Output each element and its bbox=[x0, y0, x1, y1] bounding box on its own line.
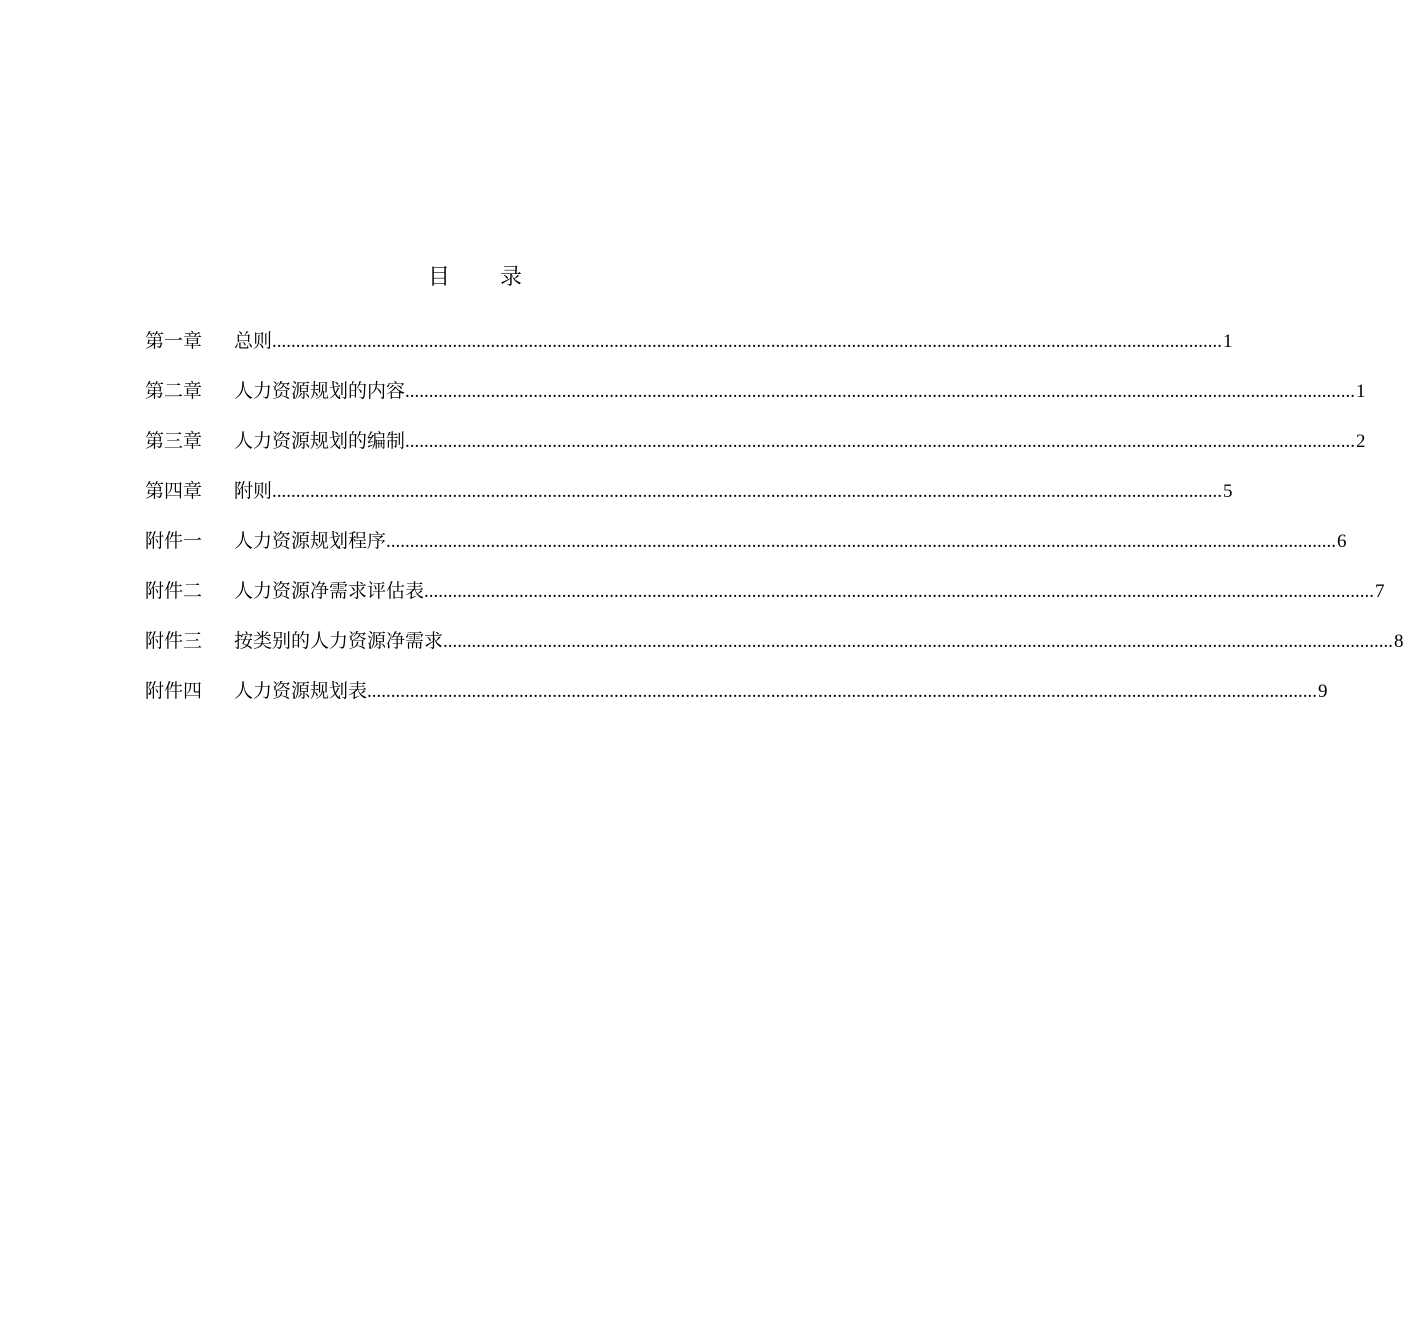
toc-entry-page: 8 bbox=[1394, 631, 1404, 652]
toc-entry-title: 按类别的人力资源净需求 bbox=[234, 630, 444, 652]
toc-entry-number: 第三章 bbox=[145, 430, 203, 452]
toc-entry-page: 1 bbox=[1356, 381, 1366, 402]
toc-entry-number: 附件三 bbox=[145, 630, 203, 652]
toc-entry-number: 附件四 bbox=[145, 680, 203, 702]
toc-entry-title: 附则 bbox=[234, 480, 273, 502]
title-char-1: 目 bbox=[427, 265, 450, 290]
toc-entry-title: 人力资源净需求评估表 bbox=[234, 580, 425, 602]
toc-leader-dots: ........................................................................................................................................................................................................ bbox=[424, 581, 1375, 602]
toc-entry[interactable] bbox=[145, 474, 1233, 524]
toc-entry-title: 人力资源规划表 bbox=[234, 680, 368, 702]
toc-entry-title: 人力资源规划的编制 bbox=[234, 430, 406, 452]
toc-leader-dots: ........................................................................................................................................................................................................ bbox=[405, 431, 1356, 452]
toc-leader-dots: ........................................................................................................................................................................................................ bbox=[367, 681, 1318, 702]
toc-entry-page: 5 bbox=[1223, 481, 1233, 502]
toc-entry[interactable] bbox=[145, 524, 1347, 574]
toc-leader-dots: ........................................................................................................................................................................................................ bbox=[405, 381, 1356, 402]
toc-entry[interactable] bbox=[145, 324, 1233, 374]
toc-entry-title: 总则 bbox=[234, 330, 273, 352]
toc-leader-dots: ........................................................................................................................................................................................................ bbox=[443, 631, 1394, 652]
toc-entry-number: 第四章 bbox=[145, 480, 203, 502]
toc-entry-number: 附件二 bbox=[145, 580, 203, 602]
toc-leader-dots: ........................................................................................................................................................................................................ bbox=[386, 531, 1337, 552]
toc-entry-page: 9 bbox=[1318, 681, 1328, 702]
toc-entry-page: 1 bbox=[1223, 331, 1233, 352]
toc-entry[interactable] bbox=[145, 374, 1366, 424]
toc-entry-number: 第二章 bbox=[145, 380, 203, 402]
page-title bbox=[0, 262, 950, 294]
title-char-2: 录 bbox=[500, 265, 523, 290]
toc-entry-title: 人力资源规划的内容 bbox=[234, 380, 406, 402]
toc-entry-title: 人力资源规划程序 bbox=[234, 530, 387, 552]
toc-leader-dots: ........................................................................................................................................................................................................ bbox=[272, 331, 1223, 352]
toc-entry[interactable] bbox=[145, 674, 1328, 724]
toc-entry-page: 2 bbox=[1356, 431, 1366, 452]
toc-entry-page: 7 bbox=[1375, 581, 1385, 602]
toc-entry-page: 6 bbox=[1337, 531, 1347, 552]
toc-entry-number: 附件一 bbox=[145, 530, 203, 552]
table-of-contents bbox=[145, 324, 1404, 724]
toc-entry-number: 第一章 bbox=[145, 330, 203, 352]
toc-entry[interactable] bbox=[145, 624, 1404, 674]
toc-entry[interactable] bbox=[145, 574, 1385, 624]
toc-entry[interactable] bbox=[145, 424, 1366, 474]
toc-leader-dots: ........................................................................................................................................................................................................ bbox=[272, 481, 1223, 502]
